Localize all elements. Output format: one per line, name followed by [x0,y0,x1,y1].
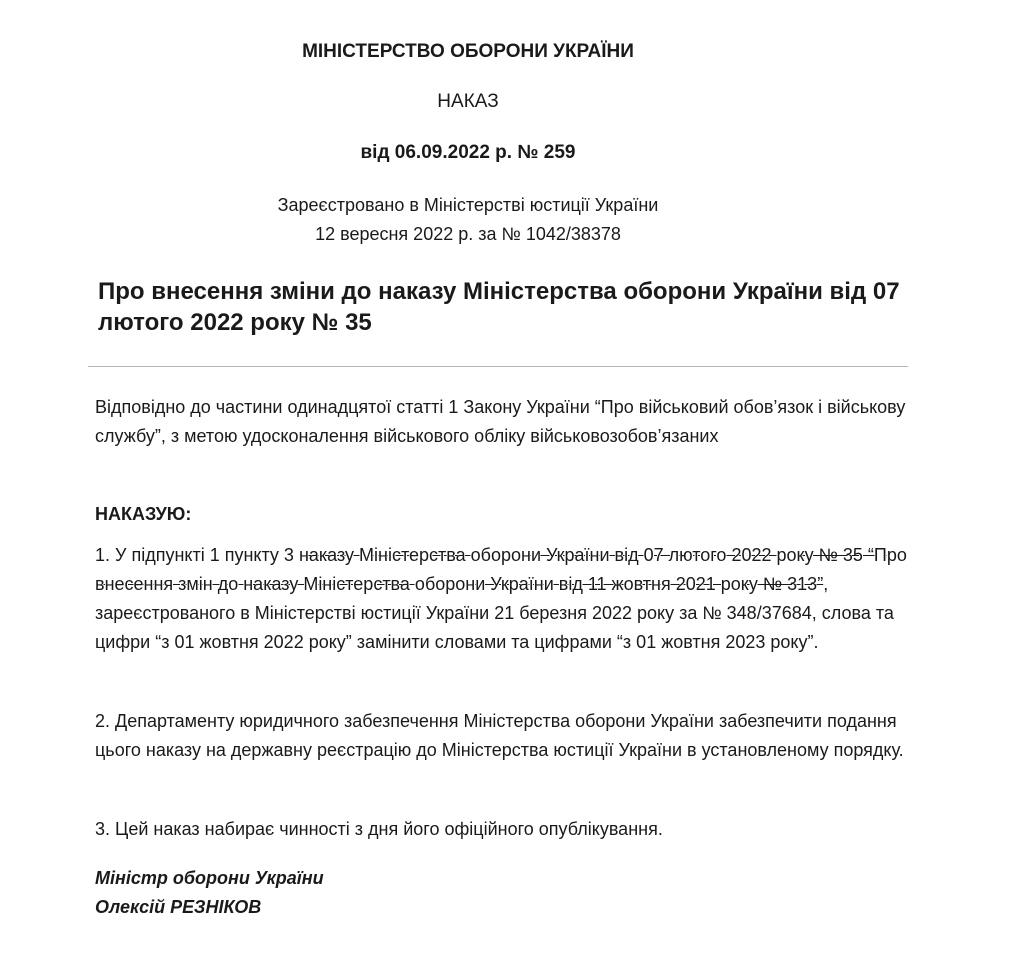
paragraph-3: 3. Цей наказ набирає чинності з дня його офіційного опублікування. [95,819,663,839]
signature-block [95,864,324,922]
document-title: Про внесення зміни до наказу Міністерства оборони України від 07 лютого 2022 року № 35 [98,278,900,336]
signatory-position: Міністр оборони України [95,868,324,888]
document-type: НАКАЗ [437,91,499,112]
registration-line-2: 12 вересня 2022 р. за № 1042/38378 [315,224,621,244]
order-word: НАКАЗУЮ: [95,504,192,524]
signatory-name: Олексій РЕЗНІКОВ [95,897,262,917]
registration-line-1: Зареєстровано в Міністерстві юстиції України [277,195,659,215]
paragraph-2: 2. Департаменту юридичного забезпечення Міністерства оборони України забезпечити подання цього наказу на державну реєстрацію до Міністерства юстиції України в установленому порядку. [95,711,904,760]
paragraph-1 [95,541,915,657]
order-date-number: від 06.09.2022 р. № 259 [360,142,576,163]
preamble-paragraph: Відповідно до частини одинадцятої статті 1 Закону України “Про військовий обов’язок і військову службу”, з метою удосконалення військового обліку військовозобов’язаних [95,397,906,446]
ministry-heading: МІНІСТЕРСТВО ОБОРОНИ УКРАЇНИ [302,41,634,62]
referenced-order-link[interactable]: наказу Міністерства оборони України від 07 лютого 2022 року № 35 “Про внесення змін до наказу Міністерства оборони України від 11 жовтня 2021 року № 313” [95,545,907,594]
title-divider [88,366,908,367]
registration-info [0,191,936,249]
paragraph-1-suffix: , зареєстрованого в Міністерстві юстиції України 21 березня 2022 року за № 348/37684, слова та цифри “з 01 жовтня 2022 року” замінити словами та цифрами “з 01 жовтня 2023 року”. [95,574,894,652]
paragraph-1-prefix: 1. У підпункті 1 пункту 3 [95,545,299,565]
